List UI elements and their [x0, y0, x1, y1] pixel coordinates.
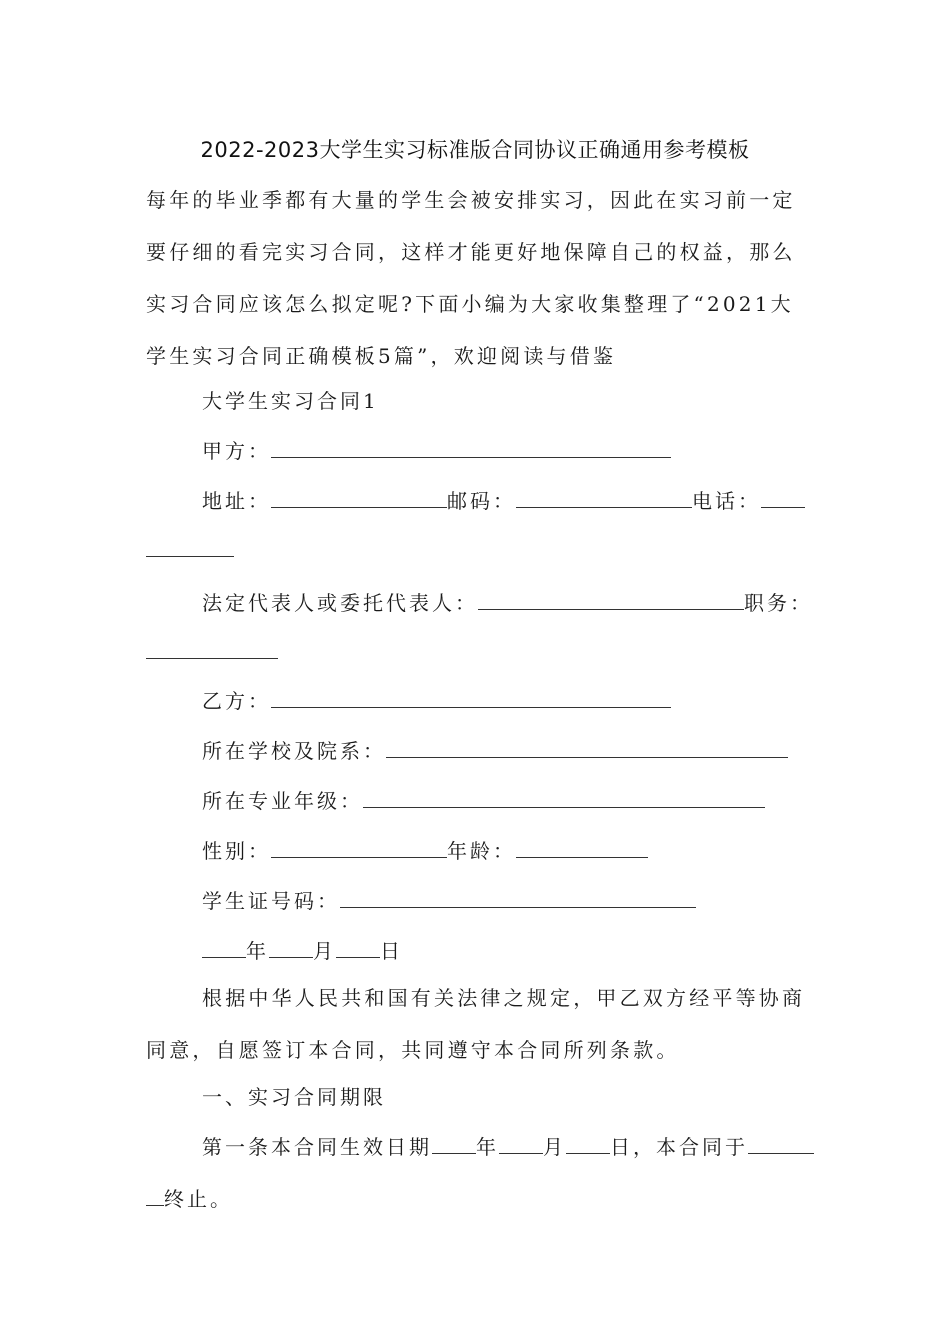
article-1-end-text: 终止。: [164, 1187, 233, 1211]
major-label: 所在专业年级：: [202, 789, 363, 813]
school-blank: [386, 739, 788, 758]
major-blank: [363, 789, 765, 808]
age-blank: [516, 839, 648, 858]
legal-rep-blank: [478, 591, 744, 610]
intro-paragraph: 每年的毕业季都有大量的学生会被安排实习，因此在实习前一定要仔细的看完实习合同，这样才能更好地保障自己的权益，那么实习合同应该怎么拟定呢?下面小编为大家收集整理了“2021大学生实习合同正确模板5篇”，欢迎阅读与借鉴: [146, 188, 796, 368]
position-blank: [146, 658, 278, 659]
article-1-continued: [146, 1184, 233, 1214]
article-1-text-b: 年: [476, 1135, 499, 1159]
party-b-blank: [271, 689, 671, 708]
address-blank: [271, 489, 447, 508]
year-label: 年: [246, 939, 269, 963]
postcode-label: 邮码：: [447, 489, 516, 513]
postcode-blank: [516, 489, 692, 508]
article-1-text-a: 第一条本合同生效日期: [202, 1135, 432, 1159]
party-a-row: [202, 436, 671, 466]
address-row: [202, 486, 805, 516]
article-1-year-blank: [432, 1135, 476, 1154]
month-blank: [269, 939, 313, 958]
article-1-month-blank: [499, 1135, 543, 1154]
age-label: 年龄：: [447, 839, 516, 863]
day-label: 日: [380, 939, 403, 963]
gender-label: 性别：: [202, 839, 271, 863]
student-id-row: [202, 886, 696, 916]
article-1-day-blank: [566, 1135, 610, 1154]
phone-label: 电话：: [692, 489, 761, 513]
day-blank: [336, 939, 380, 958]
gender-blank: [271, 839, 447, 858]
year-blank: [202, 939, 246, 958]
address-label: 地址：: [202, 489, 271, 513]
document-title: 2022-2023大学生实习标准版合同协议正确通用参考模板: [200, 138, 750, 162]
phone-blank-continued: [146, 556, 234, 557]
article-1-end-blank: [748, 1135, 814, 1154]
legal-rep-label: 法定代表人或委托代表人：: [202, 591, 478, 615]
article-1-row: [202, 1132, 814, 1162]
party-b-row: [202, 686, 671, 716]
major-row: [202, 786, 765, 816]
month-label: 月: [313, 939, 336, 963]
article-1-end-blank-continued: [146, 1187, 164, 1206]
gender-age-row: [202, 836, 648, 866]
legal-rep-row: [202, 588, 813, 618]
article-1-text-d: 日，本合同于: [610, 1135, 748, 1159]
section-1-heading: 一、实习合同期限: [202, 1085, 386, 1109]
contract-heading: 大学生实习合同1: [202, 389, 379, 413]
article-1-text-c: 月: [543, 1135, 566, 1159]
school-label: 所在学校及院系：: [202, 739, 386, 763]
student-id-label: 学生证号码：: [202, 889, 340, 913]
school-row: [202, 736, 788, 766]
position-label: 职务：: [744, 591, 813, 615]
party-a-label: 甲方：: [202, 439, 271, 463]
date-row: [202, 936, 403, 966]
party-a-blank: [271, 439, 671, 458]
agreement-paragraph: 根据中华人民共和国有关法律之规定，甲乙双方经平等协商同意，自愿签订本合同，共同遵守本合同所列条款。: [146, 986, 806, 1062]
student-id-blank: [340, 889, 696, 908]
phone-blank: [761, 489, 805, 508]
party-b-label: 乙方：: [202, 689, 271, 713]
